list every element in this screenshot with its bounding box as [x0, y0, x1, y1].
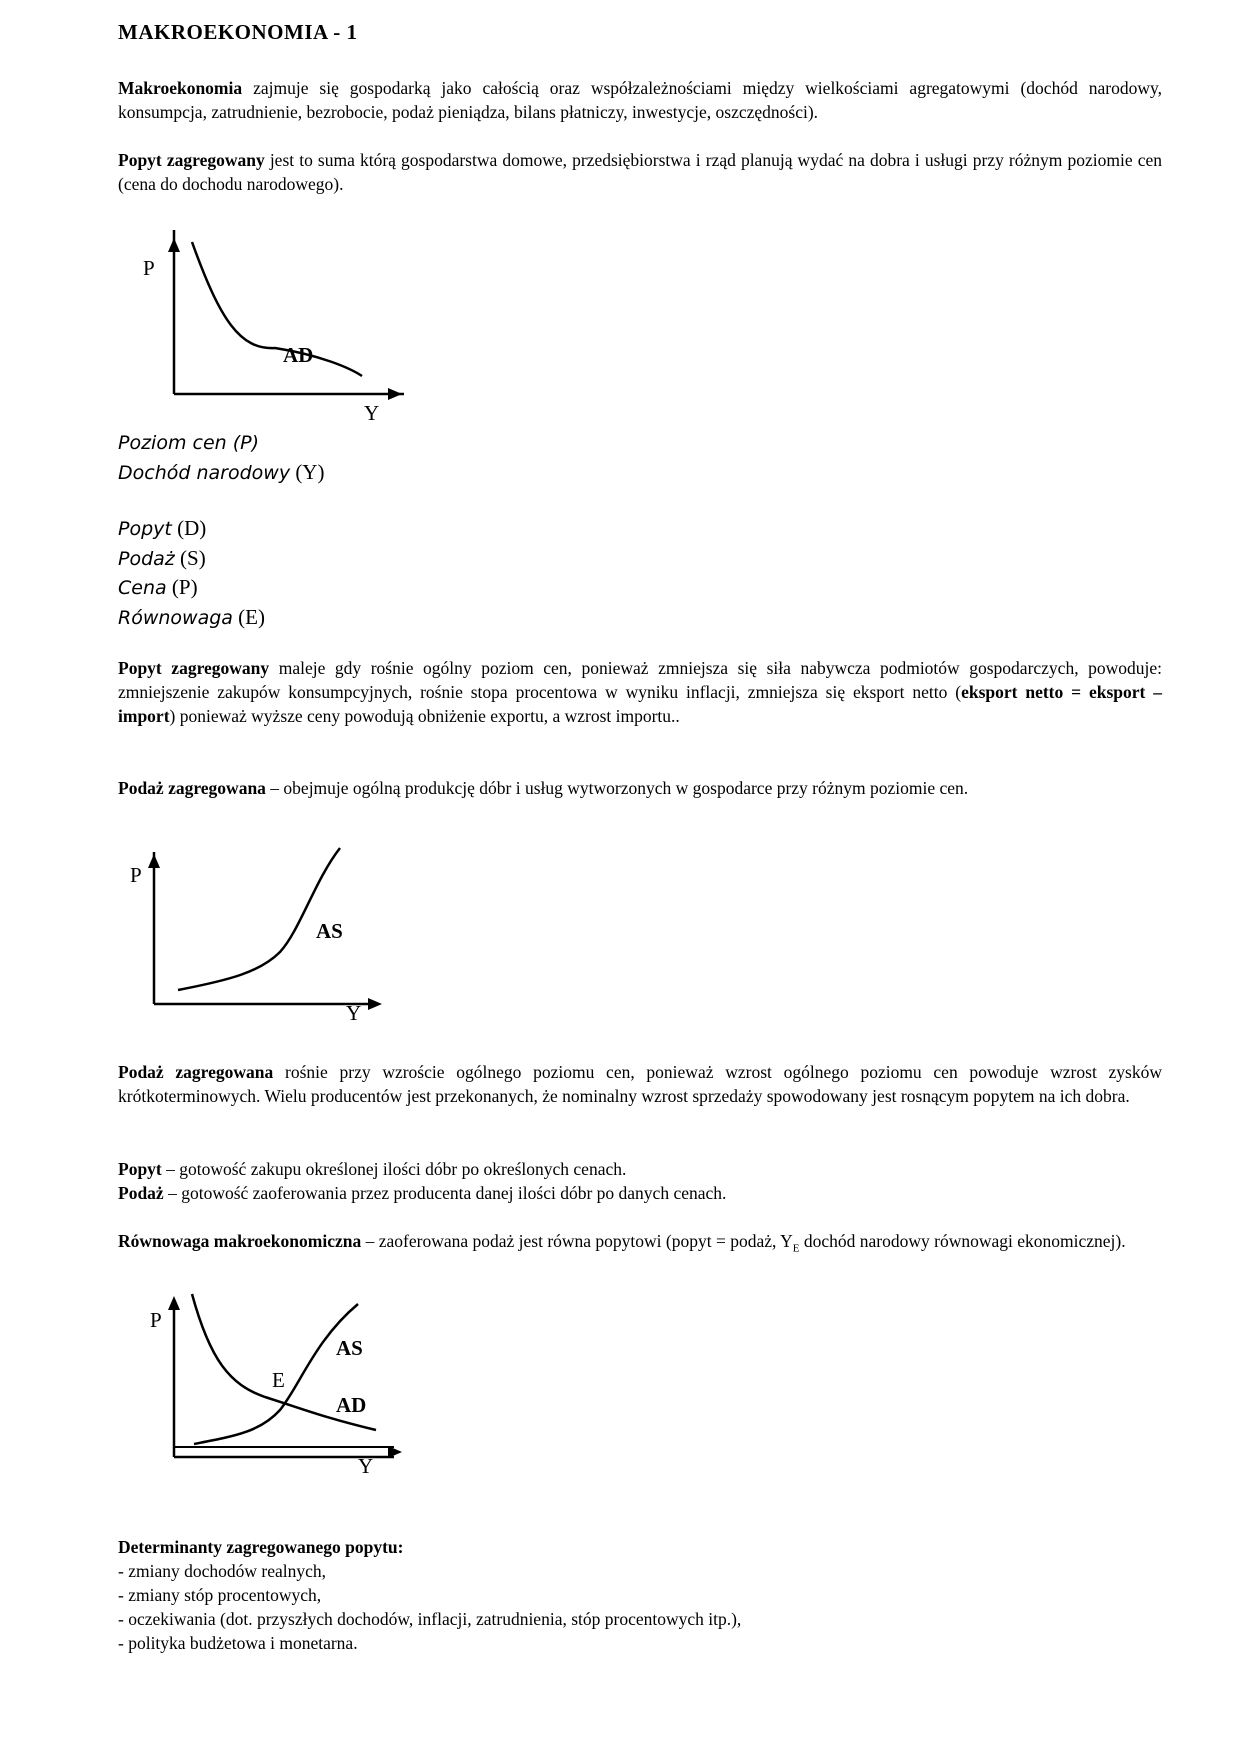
paragraph-popyt-zagregowany [118, 148, 1162, 196]
term-podaz-zagregowana: Podaż zagregowana [118, 1062, 274, 1082]
list-item: - zmiany dochodów realnych, [118, 1561, 326, 1581]
legend-item: Dochód narodowy (Y) [118, 459, 325, 484]
paragraph-popyt-maleje [118, 656, 1162, 728]
paragraph-podaz-rosnie [118, 1060, 1162, 1108]
legend-item: Poziom cen (P) [118, 432, 260, 454]
determinants-list [118, 1559, 741, 1655]
list-item: - oczekiwania (dot. przyszłych dochodów, inflacji, zatrudnienia, stóp procentowych itp.), [118, 1609, 742, 1629]
y-axis-label: P [150, 1308, 162, 1332]
term-podaz: Podaż [118, 1183, 164, 1203]
term-makroekonomia: Makroekonomia [118, 78, 243, 98]
page-title: MAKROEKONOMIA - 1 [118, 20, 358, 44]
paragraph-text: – gotowość zakupu określonej ilości dóbr po określonych cenach. [161, 1159, 627, 1179]
term-popyt: Popyt [118, 1159, 162, 1179]
paragraph-text: dochód narodowy równowagi ekonomicznej). [799, 1231, 1126, 1251]
x-axis-arrow-icon [368, 998, 382, 1010]
paragraph-text: rośnie przy wzroście ogólnego poziomu cen, ponieważ wzrost ogólnego poziomu cen powoduje wzrost zysków krótkoterminowych. Wielu producentów jest przekonanych, że nominalny wzrost sprzedaży spowodowany jest rosnącym popytem na ich dobra. [118, 1062, 1163, 1106]
term-podaz-zagregowana: Podaż zagregowana [118, 778, 266, 798]
as-curve-label: AS [336, 1336, 363, 1360]
paragraph-text: – obejmuje ogólną produkcję dóbr i usług wytworzonych w gospodarce przy różnym poziomie cen. [265, 778, 969, 798]
definition-podaz [118, 1181, 1162, 1205]
equilibrium-point-label: E [272, 1368, 285, 1392]
paragraph-rownowaga [118, 1229, 1162, 1261]
determinants-heading: Determinanty zagregowanego popytu: [118, 1537, 404, 1557]
paragraph-text: jest to suma którą gospodarstwa domowe, przedsiębiorstwa i rząd planują wydać na dobra i usługi przy różnym poziomie cen (cena do dochodu narodowego). [118, 150, 1162, 194]
x-axis-label: Y [364, 401, 380, 425]
legend-group-1 [118, 428, 324, 487]
term-rownowaga: Równowaga makroekonomiczna [118, 1231, 362, 1251]
paragraph-text: ) ponieważ wyższe ceny powodują obniżenie exportu, a wzrost importu.. [169, 706, 680, 726]
definition-popyt [118, 1157, 1162, 1181]
x-axis-label: Y [358, 1454, 374, 1478]
ad-curve-label: AD [283, 343, 314, 367]
paragraph-makroekonomia [118, 76, 1162, 124]
paragraph-text: – gotowość zaoferowania przez producenta danej ilości dóbr po danych cenach. [163, 1183, 727, 1203]
x-axis-arrow-icon [388, 388, 402, 400]
term-popyt-zagregowany: Popyt zagregowany [118, 658, 270, 678]
legend-item: Podaż (S) [118, 545, 206, 570]
list-item: - zmiany stóp procentowych, [118, 1585, 322, 1605]
list-item: - polityka budżetowa i monetarna. [118, 1633, 358, 1653]
paragraph-text: zajmuje się gospodarką jako całością oraz współzależnościami między wielkościami agregatowymi (dochód narodowy, konsumpcja, zatrudnienie, bezrobocie, podaż pieniądza, bilans płatniczy, inwestycje, oszczędności). [118, 78, 1162, 122]
y-axis-arrow-icon [168, 238, 180, 252]
equilibrium-chart [140, 1290, 420, 1480]
legend-item: Równowaga (E) [118, 604, 265, 629]
y-axis-arrow-icon [168, 1296, 180, 1310]
paragraph-text: – zaoferowana podaż jest równa popytowi (popyt = podaż, Y [361, 1231, 793, 1251]
term-popyt-zagregowany: Popyt zagregowany [118, 150, 265, 170]
y-axis-label: P [143, 256, 155, 280]
legend-item: Cena (P) [118, 575, 198, 599]
subscript-e: E [792, 1242, 800, 1255]
y-axis-arrow-icon [148, 854, 160, 868]
paragraph-podaz-zagregowana [118, 776, 1162, 800]
ad-curve [192, 242, 362, 376]
paragraph-text: maleje gdy rośnie ogólny poziom cen, ponieważ zmniejsza się siła nabywcza podmiotów gospodarczych, powoduje: zmniejszenie zakupów konsumpcyjnych, rośnie stopa procentowa w wyniku inflacji, zmniejsza się eksport netto ( [118, 658, 1163, 702]
term-eksport-netto: eksport netto = eksport – import [118, 682, 1162, 726]
as-chart [120, 840, 400, 1040]
as-curve-label: AS [316, 919, 343, 943]
y-axis-label: P [130, 863, 142, 887]
legend-item: Popyt (D) [118, 516, 207, 540]
ad-curve-label: AD [336, 1393, 367, 1417]
ad-chart [120, 230, 420, 430]
legend-group-2 [118, 514, 265, 632]
x-axis-arrow-icon [388, 1446, 402, 1458]
x-axis-label: Y [346, 1001, 362, 1025]
